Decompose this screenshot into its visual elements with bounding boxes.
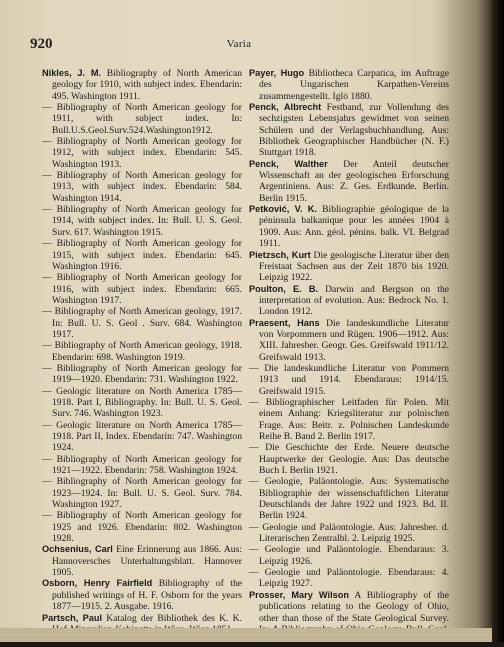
right-column <box>249 68 449 647</box>
entry-author: Penck, Albrecht <box>249 102 322 113</box>
bibliography-entry <box>249 204 449 249</box>
bibliography-entry <box>42 510 242 544</box>
entry-text: Festband, zur Vollendung des sechzigsten Lebensjahrs gewidmet von seinen Schülern und der Verlagsbuchhandlung. Aus: Bibliothek Geographischer Handbücher (N. F.) Stuttgart 1918. <box>259 102 449 159</box>
page-number: 920 <box>30 36 53 52</box>
bibliography-entry <box>42 204 242 238</box>
entry-text: — Bibliographischer Leitfaden für Polen. Mit einem Anhang: Kriegsliteratur zur polnischen Frage. Aus: Beitr. z. Polnischen Landeskunde Reihe B. Band 2. Berlin 1917. <box>249 396 449 442</box>
bibliography-entry <box>42 420 242 454</box>
entry-author: Nikles, J. M. <box>42 68 102 78</box>
entry-text: Die landeskundliche Literatur von Vorpommern und Rügen. 1906—1912. Aus: XIII. Jahresber. Geogr. Ges. Greifswald 1911/12. Greifswald 1913. <box>259 317 450 363</box>
bibliography-entry <box>42 102 242 136</box>
entry-author: Prosser, Mary Wilson <box>249 589 349 600</box>
bibliography-entry <box>249 567 449 590</box>
bibliography-entry <box>249 544 449 567</box>
bibliography-entry <box>249 102 449 159</box>
entry-text: Bibliotheca Carpatica, im Auftrage des Ungarischen Karpathen-Vereins zusammengestellt. Iglό 1880. <box>259 68 449 102</box>
entry-text: Bibliographie géologique de la péninsula balkanique pour les années 1904 à 1909. Aus: Ann. géol. pénins. balk. VI. Belgrad 1911. <box>259 204 449 250</box>
bibliography-entry <box>42 544 242 578</box>
running-head: Varia <box>226 38 252 50</box>
entry-text: — Bibliography of North American geology for 1921—1922. Ebendarin: 758. Washington 1924. <box>42 453 242 477</box>
entry-author: Petković, V. K. <box>249 204 317 215</box>
entry-text: Katalog der Bibliothek des K. K. <box>106 612 242 624</box>
bibliography-entry <box>42 340 242 363</box>
entry-text: Der Anteil deutscher Wissenschaft an der geologischen Erforschung Argentiniens. Aus: Z. Ges. Erdkunde. Berlin. Berlin 1915. <box>259 158 449 204</box>
entry-text: Eine Erinnerung aus 1866. Aus: Hannoversches Unterhaltungsblatt. Hannover 1905. <box>52 544 242 579</box>
entry-text: — Bibliography of North American geology for 1911, with subject index. In: Bull.U.S.Geol.Surv.524.Washington1912. <box>42 102 242 136</box>
entry-author: Osborn, Henry Fairfield <box>42 578 153 589</box>
entry-text: — Bibliography of North American geology, 1918. Ebendarin: 698. Washington 1919. <box>42 340 242 363</box>
entry-text: Bibliography of the published writings of H. F. Osborn for the years 1877—1915. 2. Ausgabe. 1916. <box>52 578 242 613</box>
entry-text: — Bibliography of North American geology for 1913, with subject index. Ebendarin: 584. Washington 1914. <box>42 170 242 204</box>
bibliography-entry <box>249 476 449 521</box>
bibliography-entry <box>42 476 242 510</box>
entry-author: Praesent, Hans <box>249 317 320 328</box>
bibliography-entry <box>42 170 242 204</box>
entry-author: Penck, Walther <box>249 158 328 169</box>
bibliography-entry <box>249 68 449 102</box>
bibliography-entry <box>42 272 242 306</box>
entry-author: Payer, Hugo <box>249 68 305 78</box>
entry-author: Poulton, E. B. <box>249 283 319 294</box>
entry-text: — Die Geschichte der Erde. Neuere deutsche Hauptwerke der Geologie. Aus: Das deutsche Buch I. Berlin 1921. <box>249 442 449 477</box>
bibliography-entry <box>42 68 242 102</box>
bibliography-entry <box>249 522 449 545</box>
entry-text: — Bibliography of North American geology, 1917. In: Bull. U. S. Geol . Surv. 684. Washington 1917. <box>42 306 242 340</box>
entry-text: A Bibliography of the publications relating to the Geology of Ohio, other than those of the State Geological Survey. <box>259 589 449 624</box>
bibliography-entry <box>42 454 242 477</box>
entry-text: — Geologie und Paläontologie. Ebendaraus: 4. Leipzig 1927. <box>249 567 449 590</box>
page-stack-edges <box>0 628 492 642</box>
bibliography-entry <box>249 284 449 318</box>
bibliography-entry <box>249 363 449 397</box>
entry-text: — Bibliography of North American geology for 1925 and 1926. Ebendarin: 802. Washington 1928. <box>42 510 242 545</box>
entry-text: — Geologic literature on North America 1785—1918. Part I, Bibliography. In: Bull. U. S. Geol. Surv. 746. Washington 1923. <box>42 385 242 420</box>
entry-text: — Geologie und Paläontologie. Ebendaraus: 3. Leipzig 1926. <box>249 544 449 567</box>
book-gutter <box>492 0 504 642</box>
bibliography-entry <box>249 397 449 442</box>
bibliography-entry <box>42 386 242 420</box>
entry-text: — Geologie und Paläontologie. Aus: Jahresber. d. Literarischen Zentralbl. 2. Leipzig 1925. <box>249 521 449 545</box>
entry-text: — Bibliography of North American geology for 1919—1920. Ebendarin: 731. Washington 1922. <box>42 362 242 386</box>
entry-text: — Die landeskundliche Literatur von Pommern 1913 und 1914. Ebendaraus: 1914/15. Greifswald 1915. <box>249 362 449 397</box>
bibliography-entry <box>249 318 449 363</box>
entry-text: — Bibliography of North American geology for 1915, with subject index. Ebendarin: 645. Washington 1916. <box>42 238 242 272</box>
bibliography-entry <box>42 136 242 170</box>
page-header <box>30 36 448 52</box>
entry-author: Pietzsch, Kurt <box>249 249 311 260</box>
entry-text: — Bibliography of North American geology for 1912, with subject index. Ebendarin: 545. Washington 1913. <box>42 136 242 170</box>
entry-author: Partsch, Paul <box>42 612 103 623</box>
bibliography-entry <box>249 442 449 476</box>
entry-text: — Geologie, Paläontologie. Aus: Systematische Bibliographie der wissenschaftlichen Literatur Deutschlands der Jahre 1922 und 1923. Bd. II. Berlin 1924. <box>249 476 449 522</box>
bibliography-entry <box>42 306 242 340</box>
bibliography-entry <box>42 363 242 386</box>
bibliography-entry <box>42 578 242 612</box>
entry-text: Bibliography of North American geology for 1910, with subject index. Ebendarin: 495. Washington 1911. <box>52 68 242 102</box>
entry-author: Ochsenius, Carl <box>42 544 113 555</box>
entry-text: — Bibliography of North American geology for 1923—1924. In: Bull. U. S. Geol. Surv. 784. Washington 1927. <box>42 476 242 511</box>
bibliography-entry <box>249 159 449 204</box>
entry-text: — Bibliography of North American geology for 1914, with subject index. In: Bull. U. S. Geol. Surv. 617. Washington 1915. <box>42 204 242 238</box>
entry-text: Die geologische Literatur über den Freistaat Sachsen aus der Zeit 1870 bis 1920. Leipzig 1922. <box>259 249 449 284</box>
bibliography-entry <box>42 238 242 272</box>
left-column <box>42 68 242 635</box>
bibliography-entry <box>249 250 449 284</box>
entry-text: — Geologic literature on North America 1785—1918. Part II, Index. Ebendarin: 747. Washington 1924. <box>42 419 242 454</box>
entry-text: — Bibliography of North American geology for 1916, with subject index. Ebendarin: 665. Washington 1917. <box>42 272 242 306</box>
entry-text: Darwin and Bergson on the interpretation of evolution. Aus: Bedrock No. 1. London 1912. <box>259 283 449 318</box>
